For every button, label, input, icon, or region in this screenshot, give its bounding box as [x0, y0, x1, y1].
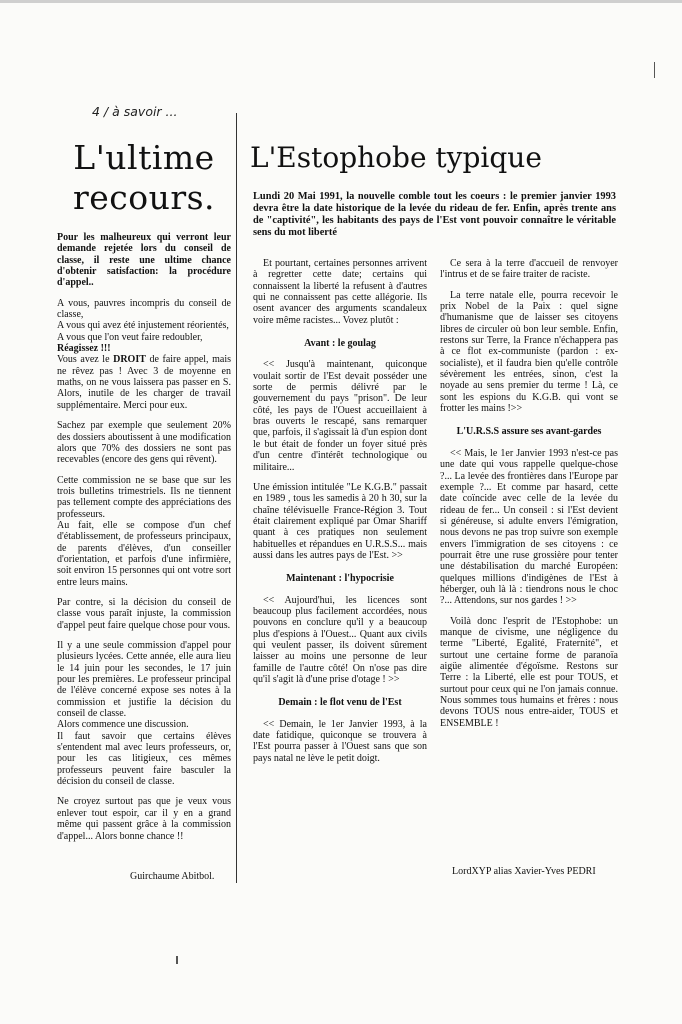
right-signature: LordXYP alias Xavier-Yves PEDRI [452, 866, 596, 877]
page-header: 4 / à savoir ... [92, 104, 178, 119]
right-col1-p5: << Demain, le 1er Janvier 1993, à la date fatidique, quiconque se trouvera à l'Est pourra passer à l'Ouest sans que son pays natal ne lève le petit doigt. [253, 718, 427, 764]
subhead-avant: Avant : le goulag [304, 338, 376, 350]
left-p11: Alors commence une discussion. [57, 719, 189, 731]
left-signature: Guirchaume Abitbol. [130, 871, 215, 882]
left-title-line1: L'ultime [73, 138, 215, 177]
subhead-maintenant: Maintenant : l'hypocrisie [286, 573, 394, 585]
right-col1-p1: Et pourtant, certaines personnes arrivent à regretter cette date; certains qui connaissent la liberté la refusent à d'autres qui ne connaissent pas cette allégorie. Ils osent avancer des arguments scandaleux voire même racistes... Vovez plutôt : [253, 258, 427, 326]
left-p13: Ne croyez surtout pas que je veux vous enlever tout espoir, car il y en a grand même qui passent grâce à la commission d'appel... Alors bonne chance !! [57, 796, 231, 842]
subhead-demain: Demain : le flot venu de l'Est [278, 697, 402, 709]
subhead-urss: L'U.R.S.S assure ses avant-gardes [456, 426, 602, 438]
left-p12: Il faut savoir que certains élèves s'entendent mal avec leurs professeurs, or, pour les cas litigieux, ces mêmes professeurs peuvent faire basculer la décision du conseil de classe. [57, 730, 231, 788]
column-divider [236, 113, 237, 883]
right-article-lead: Lundi 20 Mai 1991, la nouvelle comble tout les coeurs : le premier janvier 1993 devra être la date historique de la levée du rideau de fer. Enfin, après trente ans de "captivité", les habitants des pays de l'Est vont pouvoir connaître le véritable sens du mot liberté [253, 191, 616, 238]
left-p3: A vous que l'on veut faire redoubler, [57, 331, 203, 343]
scan-mark-bottom [176, 956, 178, 964]
right-article-col1 [253, 258, 427, 773]
left-p2: A vous qui avez été injustement réorientés, [57, 320, 229, 332]
right-col1-p3: Une émission intitulée "Le K.G.B." passait en 1989 , tous les samedis à 20 h 30, sur la chaîne télévisuelle France-Région 3. Tout était clairement expliqué par Omar Shariff quant à ces pratiques non seulement habituelles et répandues en U.R.S.S... mais aussi dans les autres pays de l'Est. >> [253, 481, 427, 561]
left-p5-post: de faire appel, mais ne rêvez pas ! Avec 3 de moyenne en maths, on ne vous laissera pas passer en S. Alors, inutile de les charger de travail supplémentaire. Merci pour eux. [57, 354, 231, 411]
left-p6: Sachez par exemple que seulement 20% des dossiers aboutissent à une modification alors que 70% des dossiers ne sont pas recevables (encore des gens qui rêvent). [57, 420, 231, 466]
left-p5-pre: Vous avez le [57, 354, 114, 366]
right-col2-p3: << Mais, le 1er Janvier 1993 n'est-ce pas une date qui vous rappelle quelque-chose ?... La levée des frontières dans l'Europe par exemple ?... Et comme par hasard, cette date coïncide avec celle de la levée du rideau de fer... Un conseil : si l'Est devient si généreuse, si adulte envers l'émigration, nous devons ne pas trop suivre son exemple envers l'immigration de ses citoyens : ce pourrait être une ruse grossière pour tenter une déstabilisation du marché Européen: quelques millions d'indigènes de l'Est à héberger, ouh là là : tiendrons nous le choc ?... Attendons, sur nos gardes ! >> [440, 447, 618, 607]
left-article-title [60, 138, 228, 218]
right-col1-p2: << Jusqu'à maintenant, quiconque voulait sortir de l'Est devait posséder une sorte de permis délivré par le gouvernement du pays "prison". De leur côté, les pays de l'Ouest accueillaient à bras ouverts le rescapé, sans remarquer que, parfois, il s'agissait là d'un espion dont le but était de fonder un foyer situé près d'un centre d'intérêt technologique ou militaire... [253, 359, 427, 473]
right-col2-p4: Voilà donc l'esprit de l'Estophobe: un manque de civisme, une négligence du terme "Liberté, Egalité, Fraternité", et surtout une certaine forme de paranoïa aigüe alimentée d'égoïsme. Restons sur Terre : la Liberté, elle est pour TOUS, et surtout pour ceux qui ne l'on jamais connue. Nous sommes tous humains et frères : nous devons TOUS nous entre-aider, TOUS et ENSEMBLE ! [440, 615, 618, 729]
left-p5-bold: DROIT [113, 354, 146, 366]
left-intro: Pour les malheureux qui verront leur demande rejetée lors du conseil de classe, il reste une ultime chance d'obtenir satisfaction: la procédure d'appel.. [57, 232, 231, 289]
right-article-col2 [440, 258, 618, 738]
left-p1: A vous, pauvres incompris du conseil de classe, [57, 297, 231, 321]
left-p4: Réagissez !!! [57, 343, 111, 355]
left-article-body [57, 232, 231, 851]
right-col2-p1: Ce sera à la terre d'accueil de renvoyer l'intrus et de se faire traiter de raciste. [440, 258, 618, 281]
right-article-title: L'Estophobe typique [250, 141, 542, 174]
left-p9: Par contre, si la décision du conseil de classe vous paraît injuste, la commission d'appel peut faire quelque chose pour vous. [57, 596, 231, 631]
left-title-line2: recours. [72, 178, 216, 217]
scan-mark-right [654, 62, 655, 78]
left-p10: Il y a une seule commission d'appel pour plusieurs lycées. Cette année, elle aura lieu le 14 juin pour les secondes, le 17 juin pour les premières. Le professeur principal de l'élève concerné expose ses notes à la commission et justifie la décision du conseil de classe. [57, 640, 231, 720]
left-p8: Au fait, elle se compose d'un chef d'établissement, de professeurs principaux, de parents d'élèves, d'un conseiller d'orientation, et parfois d'une infirmière, soit environ 15 personnes qui ont votre sort entre leurs mains. [57, 519, 231, 588]
left-p5 [57, 354, 231, 411]
right-col2-p2: La terre natale elle, pourra recevoir le prix Nobel de la Paix : quel signe d'humanisme que de laisser ses citoyens libres de circuler où bon leur semble. Enfin, restons sur Terre, la France n'échappera pas à ce flot ex-communiste (pardon : ex-socialiste), et il faudra bien qu'elle contrôle sévèrement les entrées, sinon, c'est la noyade au sens premier du terme ! Là, ce sont les espions du K.G.B. qui vont se frotter les mains !>> [440, 289, 618, 415]
left-p7: Cette commission ne se base que sur les trois bulletins trimestriels. Ils ne tiennent pas tellement compte des appréciations des professeurs. [57, 474, 231, 520]
scan-top-edge [0, 0, 682, 3]
right-col1-p4: << Aujourd'hui, les licences sont beaucoup plus facilement accordées, nous pouvons en conclure qu'il y a beaucoup plus d'espions à l'Ouest... Quant aux civils qui veulent passer, ils doivent sûrement laisser au moins une personne de leur famille de l'autre côté! On n'ose pas dire qu'il s'agit là d'une prise d'otage ! >> [253, 594, 427, 685]
